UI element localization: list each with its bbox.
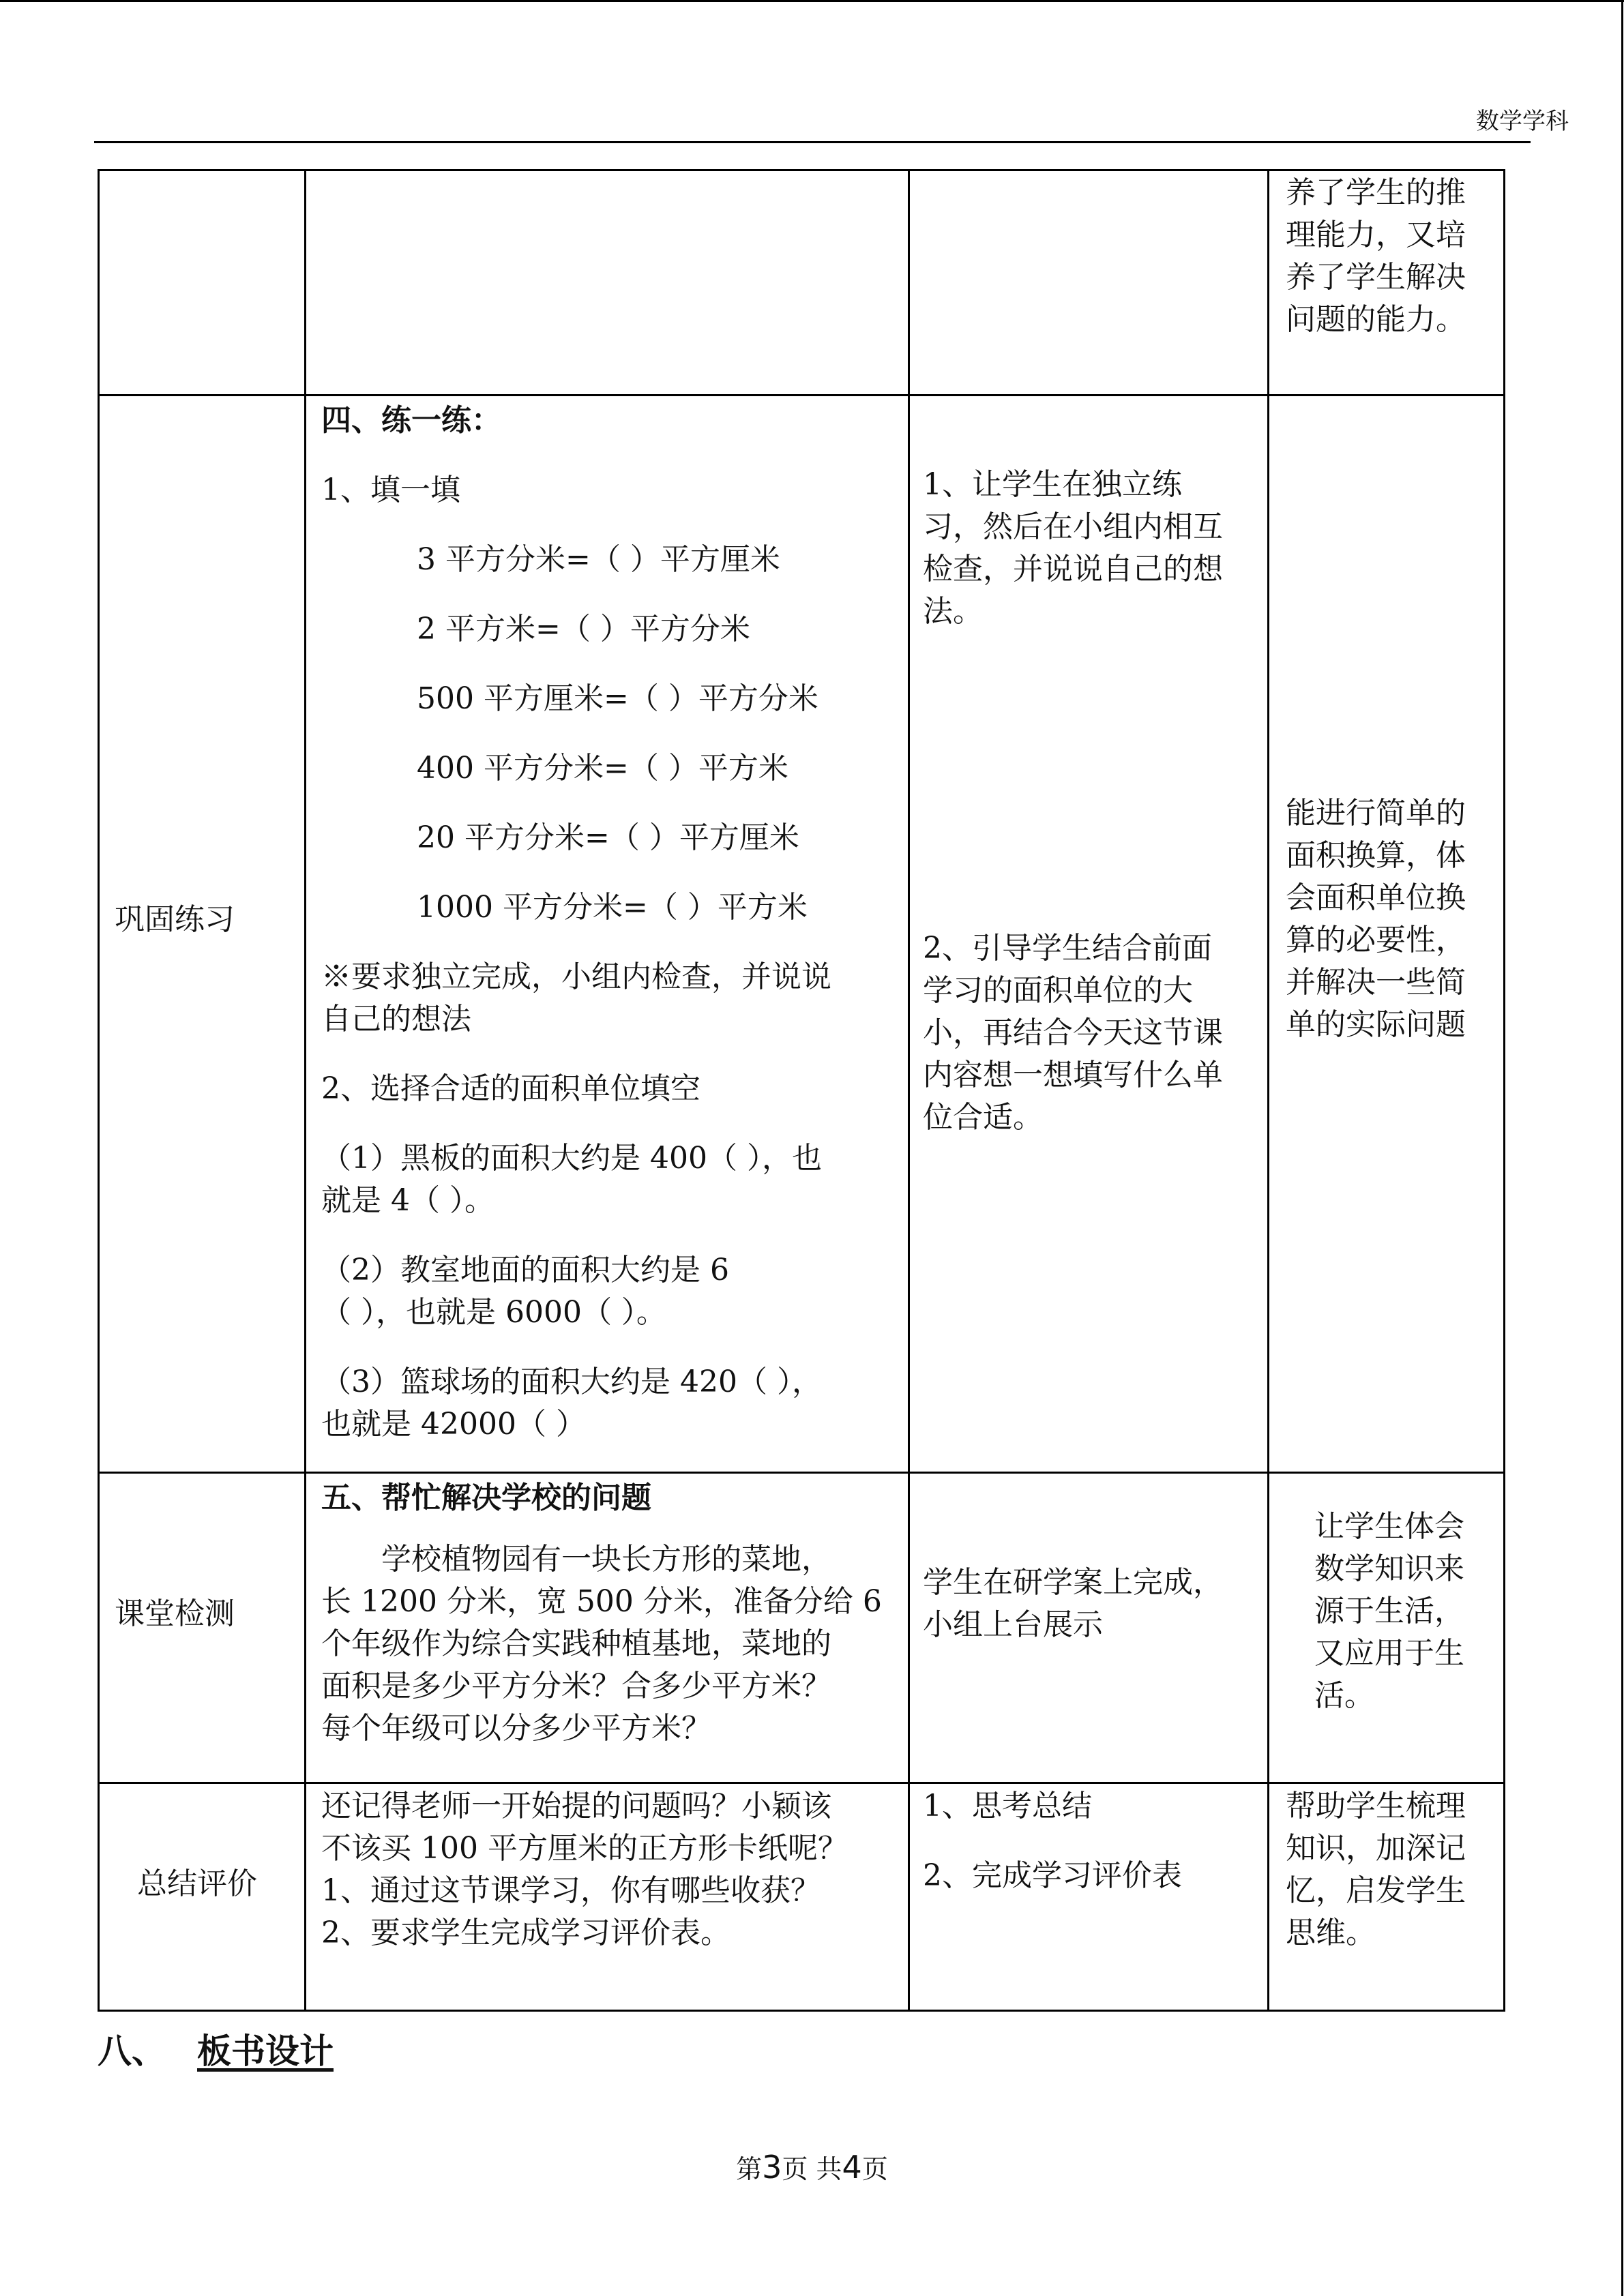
header-subject: 数学学科 bbox=[1476, 108, 1569, 135]
stage-label: 课堂检测 bbox=[115, 1596, 235, 1631]
intent-line: 又应用于生 bbox=[1314, 1636, 1464, 1671]
activity-line: 小，再结合今天这节课 bbox=[923, 1015, 1223, 1050]
activity-line: 习，然后在小组内相互 bbox=[923, 509, 1223, 544]
intent-line: 思维。 bbox=[1286, 1915, 1376, 1950]
activity-line: 2、引导学生结合前面 bbox=[923, 931, 1212, 966]
section-number: 八、 bbox=[98, 2031, 166, 2071]
choose-line: （2）教室地面的面积大约是 6 bbox=[321, 1253, 729, 1287]
problem-line: 个年级作为综合实践种植基地，菜地的 bbox=[321, 1626, 831, 1661]
row1-intent bbox=[1286, 172, 1497, 341]
page-border-top bbox=[0, 0, 1624, 2]
footer-suffix: 页 bbox=[861, 2154, 888, 2184]
table-column-divider bbox=[304, 169, 306, 2012]
intent-line: 问题的能力。 bbox=[1286, 302, 1466, 337]
fill-item: 1000 平方分米=（ ）平方米 bbox=[417, 890, 808, 925]
fill-item: 3 平方分米=（ ）平方厘米 bbox=[417, 542, 780, 577]
table-row-divider bbox=[98, 1782, 1505, 1784]
check-activity bbox=[923, 1562, 1260, 1646]
note-line: 自己的想法 bbox=[321, 1002, 471, 1037]
page-footer bbox=[0, 2148, 1624, 2186]
problem-line: 长 1200 分米，宽 500 分米，准备分给 6 bbox=[321, 1584, 882, 1619]
practice-note bbox=[321, 956, 901, 1041]
activity-line: 1、让学生在独立练 bbox=[923, 467, 1182, 502]
intent-line: 数学知识来 bbox=[1314, 1551, 1464, 1586]
fill-title: 1、填一填 bbox=[321, 473, 460, 507]
practice-activity-2 bbox=[923, 927, 1260, 1139]
intent-line: 养了学生解决 bbox=[1286, 260, 1466, 295]
choose-item bbox=[321, 1137, 901, 1222]
summary-line: 1、通过这节课学习，你有哪些收获？ bbox=[321, 1873, 821, 1908]
intent-line: 活。 bbox=[1314, 1678, 1374, 1713]
activity-line: 2、完成学习评价表 bbox=[923, 1858, 1182, 1893]
table-row-divider bbox=[98, 1472, 1505, 1474]
fill-item: 20 平方分米=（ ）平方厘米 bbox=[417, 820, 799, 855]
table-border-top bbox=[98, 169, 1505, 171]
summary-line: 还记得老师一开始提的问题吗？小颖该 bbox=[321, 1789, 831, 1823]
table-row-divider bbox=[98, 394, 1505, 396]
table-column-divider bbox=[1267, 169, 1269, 2012]
intent-line: 忆，启发学生 bbox=[1286, 1873, 1466, 1908]
choose-item bbox=[321, 1249, 901, 1334]
fill-item: 400 平方分米=（ ）平方米 bbox=[417, 751, 788, 786]
choose-line: 就是 4（ ）。 bbox=[321, 1183, 494, 1218]
practice-intent bbox=[1286, 792, 1497, 1046]
activity-line: 检查，并说说自己的想 bbox=[923, 552, 1223, 586]
intent-line: 能进行简单的 bbox=[1286, 796, 1466, 831]
summary-content bbox=[321, 1785, 901, 1954]
activity-line: 内容想一想填写什么单 bbox=[923, 1058, 1223, 1092]
section-heading bbox=[98, 2024, 334, 2073]
intent-line: 并解决一些简 bbox=[1286, 965, 1466, 1000]
choose-item bbox=[321, 1361, 901, 1446]
page-border-right bbox=[1621, 0, 1623, 2296]
intent-line: 单的实际问题 bbox=[1286, 1007, 1466, 1042]
stage-label: 总结评价 bbox=[137, 1866, 257, 1901]
activity-line: 学习的面积单位的大 bbox=[923, 973, 1193, 1008]
footer-middle: 页 共 bbox=[782, 2154, 842, 2184]
section-title: 板书设计 bbox=[197, 2031, 334, 2071]
check-intent bbox=[1314, 1506, 1498, 1717]
intent-line: 源于生活， bbox=[1314, 1594, 1464, 1628]
choose-line: 也就是 42000（ ） bbox=[321, 1407, 586, 1442]
table-border-left bbox=[98, 169, 100, 2012]
lesson-plan-table bbox=[98, 169, 1505, 2012]
practice-content bbox=[321, 400, 901, 1446]
table-column-divider bbox=[908, 169, 910, 2012]
problem-line: 每个年级可以分多少平方米？ bbox=[321, 1711, 711, 1746]
practice-title: 四、练一练： bbox=[321, 403, 501, 438]
summary-line: 2、要求学生完成学习评价表。 bbox=[321, 1915, 730, 1950]
intent-line: 养了学生的推 bbox=[1286, 175, 1466, 210]
summary-activity bbox=[923, 1785, 1260, 1897]
activity-line: 法。 bbox=[923, 594, 983, 629]
choose-line: （3）篮球场的面积大约是 420（ ）， bbox=[321, 1365, 822, 1399]
intent-line: 会面积单位换 bbox=[1286, 880, 1466, 915]
check-content bbox=[321, 1477, 901, 1750]
footer-prefix: 第 bbox=[736, 2154, 763, 2184]
table-border-bottom bbox=[98, 2010, 1505, 2012]
choose-title: 2、选择合适的面积单位填空 bbox=[321, 1071, 700, 1106]
stage-label: 巩固练习 bbox=[115, 902, 235, 937]
activity-line: 1、思考总结 bbox=[923, 1789, 1092, 1823]
choose-line: （1）黑板的面积大约是 400（ ），也 bbox=[321, 1141, 822, 1176]
fill-item: 500 平方厘米=（ ）平方分米 bbox=[417, 681, 818, 716]
activity-line: 学生在研学案上完成， bbox=[923, 1565, 1223, 1600]
footer-page-number: 3 bbox=[762, 2149, 782, 2186]
intent-line: 算的必要性， bbox=[1286, 923, 1466, 957]
intent-line: 理能力，又培 bbox=[1286, 218, 1466, 252]
table-border-right bbox=[1503, 169, 1505, 2012]
choose-line: （ ），也就是 6000（ ）。 bbox=[321, 1295, 666, 1330]
activity-line: 小组上台展示 bbox=[923, 1607, 1103, 1642]
header-rule bbox=[94, 141, 1531, 143]
practice-activity-1 bbox=[923, 464, 1260, 633]
check-title: 五、帮忙解决学校的问题 bbox=[321, 1480, 651, 1515]
intent-line: 帮助学生梳理 bbox=[1286, 1789, 1466, 1823]
summary-intent bbox=[1286, 1785, 1497, 1954]
problem-line: 学校植物园有一块长方形的菜地， bbox=[381, 1542, 831, 1577]
problem-line: 面积是多少平方分米？合多少平方米？ bbox=[321, 1669, 831, 1703]
intent-line: 让学生体会 bbox=[1314, 1509, 1464, 1544]
intent-line: 面积换算，体 bbox=[1286, 838, 1466, 873]
fill-item: 2 平方米=（ ）平方分米 bbox=[417, 612, 750, 646]
intent-line: 知识，加深记 bbox=[1286, 1831, 1466, 1866]
activity-line: 位合适。 bbox=[923, 1100, 1043, 1135]
summary-line: 不该买 100 平方厘米的正方形卡纸呢？ bbox=[321, 1831, 848, 1866]
footer-total-pages: 4 bbox=[842, 2149, 862, 2186]
note-line: ※要求独立完成，小组内检查，并说说 bbox=[321, 959, 831, 994]
